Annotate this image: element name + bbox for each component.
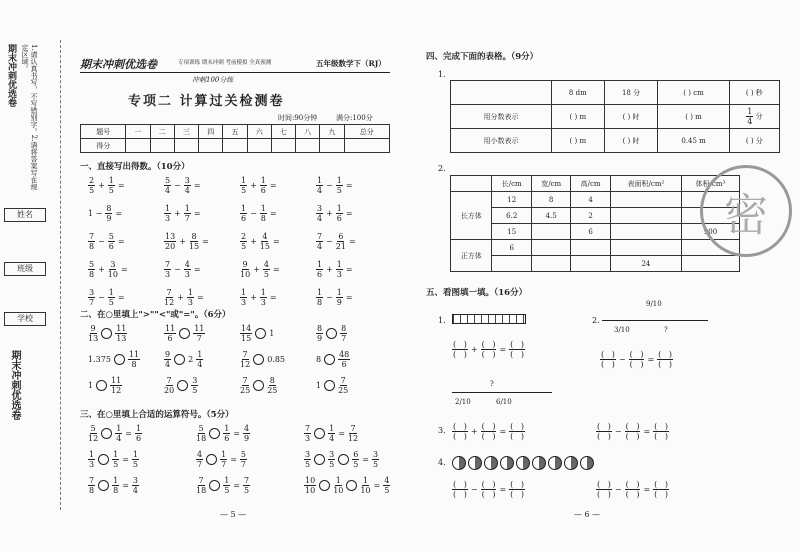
q5-n2: 2. [592,316,600,325]
q1-item: $\frac{7}{8}$ − $\frac{5}{6}$ = [89,232,125,251]
pie-icon [548,456,562,470]
score-head-cell: 七 [271,125,295,139]
cell: 4.5 [531,208,570,224]
unit-cell: ( ) 时 [604,105,658,129]
unit-cell: ( ) cm [658,81,729,105]
score-head-cell: 二 [150,125,174,139]
unit-cell: 18 分 [604,81,658,105]
pie-icon [532,456,546,470]
strip-notes: 1.请认真书写，不写错别字。2.请将答案写在规定区域。 [21,44,38,191]
solid-head-cell: 宽/cm [531,176,570,192]
cell: 900 [682,224,740,240]
cell: 24 [610,256,681,272]
q1-item: $\frac{1}{3}$ + $\frac{1}{7}$ = [165,204,201,223]
q4-n2: 2. [438,164,446,173]
q5-4-answer-b: $\frac{( )}{( )}$ − $\frac{( )}{( )}$ = $\frac{( )}{( )}$ [597,480,669,499]
page-number-left: — 5 — [220,510,247,519]
score-head-cell: 三 [174,125,198,139]
q2-item: 1 $\frac{11}{12}$ [88,376,122,395]
pie-figures [452,456,596,472]
q1-item: $\frac{5}{8}$ + $\frac{3}{10}$ = [89,260,128,279]
label-9-10: 9/10 [646,300,662,308]
score-head-cell: 一 [126,125,150,139]
q3-item: $\frac{3}{5}$ $\frac{3}{5}$ $\frac{6}{5}$ = $\frac{3}{5}$ [305,450,379,469]
cell [682,256,740,272]
cell [610,208,681,224]
cell [571,256,610,272]
q1-item: $\frac{7}{4}$ − $\frac{6}{21}$ = [317,232,356,251]
solid-head-cell: 表面积/cm² [610,176,681,192]
cell [531,240,570,256]
label-6-10: 6/10 [496,398,512,406]
q2-item: $\frac{7}{20}$ $\frac{3}{5}$ [164,376,198,395]
q2-item: 1 $\frac{7}{25}$ [316,376,349,395]
score-head-cell: 五 [223,125,247,139]
unit-cell: ( ) 秒 [729,81,779,105]
cell [571,240,610,256]
header-sub: 冲刺100分练 [192,76,234,84]
unit-cell: ( ) m [658,105,729,129]
q3-item: $\frac{4}{7}$ $\frac{1}{7}$ = $\frac{5}{7}$ [197,450,246,469]
unit-cell: 0.45 m [658,129,729,153]
strip-brand: 期末冲刺优选卷 [9,350,20,420]
score-head-cell: 六 [247,125,271,139]
class-label: 班级 [4,262,46,276]
cell: 2 [571,208,610,224]
q5-1-answer: $\frac{( )}{( )}$ + $\frac{( )}{( )}$ = $\frac{( )}{( )}$ [453,340,525,359]
unit-cell: ( ) 分 [729,129,779,153]
unit-table [450,80,780,153]
cell: 6 [492,240,531,256]
solid-table [450,175,740,272]
q1-item: $\frac{2}{5}$ + $\frac{1}{5}$ = [89,176,125,195]
q2-item: $\frac{14}{15}$ 1 [241,324,275,343]
q5-3-answer: $\frac{( )}{( )}$ + $\frac{( )}{( )}$ = $\frac{( )}{( )}$ [453,422,525,441]
q5-3-answer-b: $\frac{( )}{( )}$ − $\frac{( )}{( )}$ = $\frac{( )}{( )}$ [597,422,669,441]
score-head-cell: 题号 [81,125,126,139]
q5-n4: 4. [438,458,446,467]
grade-label: 五年级数学下（RJ） [316,59,386,68]
binding-strip [0,40,54,510]
q2-item: $\frac{9}{4}$ 2 $\frac{1}{4}$ [165,350,203,369]
q1-item: $\frac{1}{6}$ − $\frac{1}{8}$ = [241,204,277,223]
score-cell [271,139,295,153]
q3-title: 三、在○里填上合适的运算符号。（5分） [80,410,234,420]
unit-cell: 用分数表示 [451,105,552,129]
q1-item: $\frac{1}{8}$ − $\frac{1}{9}$ = [317,288,353,307]
score-cell [344,139,389,153]
pie-icon [564,456,578,470]
unit-cell: 用小数表示 [451,129,552,153]
cell: 6 [571,224,610,240]
q1-item: $\frac{1}{3}$ + $\frac{1}{3}$ = [241,288,277,307]
q2-item: 1.375 $\frac{11}{8}$ [88,350,140,369]
score-cell [320,139,344,153]
q1-item: $\frac{3}{4}$ + $\frac{1}{6}$ = [317,204,353,223]
pie-icon [500,456,514,470]
q2-item: 8 $\frac{48}{6}$ [316,350,350,369]
score-head-cell: 总分 [344,125,389,139]
q1-item: $\frac{1}{4}$ − $\frac{1}{5}$ = [317,176,353,195]
q2-item: $\frac{7}{12}$ 0.85 [240,350,285,369]
pie-icon [516,456,530,470]
score-head-cell: 九 [320,125,344,139]
brand-tagline: 专项训练 期末冲刺 考前模拟 全真预测 [178,60,272,66]
cell: 15 [492,224,531,240]
q5-4-answer: $\frac{( )}{( )}$ − $\frac{( )}{( )}$ = $\frac{( )}{( )}$ [453,480,525,499]
cell: 6.2 [492,208,531,224]
score-cell [174,139,198,153]
cell [531,256,570,272]
solid-head-cell [451,176,492,192]
cell: 12 [492,192,531,208]
q1-item: $\frac{7}{12}$ + $\frac{1}{3}$ = [164,288,204,307]
unit-cell: $\frac{1}{4}$ 分 [729,105,779,129]
cell [531,224,570,240]
q1-item: 1 − $\frac{8}{9}$ = [88,204,123,223]
page-number-right: — 6 — [574,510,601,519]
unit-cell: 8 dm [551,81,604,105]
q2-item: $\frac{8}{9}$ $\frac{8}{7}$ [317,324,347,343]
cell [610,224,681,240]
label-3-10: 3/10 [614,326,630,334]
q3-item: $\frac{5}{12}$ $\frac{1}{4}$ = $\frac{1}{6}$ [88,424,142,443]
strip-title: 期末冲刺优选卷 [6,44,16,107]
full-score: 满分:100分 [336,114,373,122]
school-label: 学校 [4,312,46,326]
pie-icon [452,456,466,470]
pie-icon [580,456,594,470]
q3-item: $\frac{7}{3}$ $\frac{1}{4}$ = $\frac{7}{12}$ [305,424,359,443]
cell [492,256,531,272]
q3-item: $\frac{10}{10}$ $\frac{1}{10}$ $\frac{1}{10}$ = $\frac{4}{5}$ [305,476,390,495]
q5-n1: 1. [438,316,446,325]
solid-head-cell: 长/cm [492,176,531,192]
q5-title: 五、看图填一填。（16分） [426,288,528,298]
solid-head-cell: 高/cm [571,176,610,192]
header-rule [80,72,390,73]
unit-cell: ( ) m [551,129,604,153]
number-line-3 [452,392,552,393]
solid-head-cell: 体积/cm³ [682,176,740,192]
cell [610,192,681,208]
cell [610,240,681,256]
number-line-2 [602,320,708,321]
q3-item: $\frac{1}{3}$ $\frac{1}{5}$ = $\frac{1}{5}$ [89,450,138,469]
score-cell [223,139,247,153]
cuboid-label: 长方体 [451,192,492,240]
q4-n1: 1. [438,70,446,79]
q2-item: $\frac{11}{6}$ $\frac{11}{7}$ [165,324,205,343]
score-cell [247,139,271,153]
q3-item: $\frac{5}{18}$ $\frac{1}{6}$ = $\frac{4}{9}$ [196,424,250,443]
brand-logo: 期末冲刺优选卷 [80,58,157,71]
q2-title: 二、在○里填上">""<"或"="。（6分） [80,310,231,320]
label-2-10: 2/10 [455,398,471,406]
name-label: 姓名 [4,208,46,222]
q1-item: $\frac{3}{7}$ − $\frac{1}{5}$ = [89,288,125,307]
score-cell: 得分 [81,139,126,153]
cell: 8 [531,192,570,208]
score-cell [150,139,174,153]
q1-item: $\frac{7}{3}$ − $\frac{4}{3}$ = [165,260,201,279]
score-head-cell: 四 [199,125,223,139]
q1-item: $\frac{5}{4}$ − $\frac{3}{4}$ = [165,176,201,195]
label-q-2: ? [664,326,668,334]
q5-n3: 3. [438,426,446,435]
q1-title: 一、直接写出得数。（10分） [80,162,190,172]
label-q-3: ? [490,380,494,388]
q2-item: $\frac{9}{13}$ $\frac{11}{13}$ [88,324,127,343]
q1-item: $\frac{1}{6}$ + $\frac{1}{3}$ = [317,260,353,279]
score-cell [199,139,223,153]
q4-title: 四、完成下面的表格。（9分） [426,52,539,62]
score-head-cell: 八 [296,125,320,139]
score-cell [296,139,320,153]
page-title: 专项二 计算过关检测卷 [128,94,285,109]
q3-item: $\frac{7}{8}$ $\frac{1}{8}$ = $\frac{3}{4}$ [89,476,138,495]
unit-cell: ( ) m [551,105,604,129]
cube-label: 正方体 [451,240,492,272]
q1-item: $\frac{13}{20}$ + $\frac{8}{15}$ = [165,232,209,251]
bar-figure-1 [452,314,526,324]
score-cell [126,139,150,153]
pie-icon [468,456,482,470]
q3-item: $\frac{7}{18}$ $\frac{1}{5}$ = $\frac{7}{5}$ [196,476,250,495]
q1-item: $\frac{9}{10}$ + $\frac{4}{5}$ = [240,260,280,279]
unit-cell: ( ) 时 [604,129,658,153]
cut-line [60,40,61,510]
q5-2-answer: $\frac{( )}{( )}$ − $\frac{( )}{( )}$ = $\frac{( )}{( )}$ [601,350,673,369]
cell: 4 [571,192,610,208]
q2-item: $\frac{7}{25}$ $\frac{8}{25}$ [240,376,278,395]
q1-item: $\frac{2}{5}$ + $\frac{4}{15}$ = [241,232,280,251]
unit-cell [451,81,552,105]
pie-icon [484,456,498,470]
secret-seal: 密 [700,165,792,257]
q1-item: $\frac{1}{5}$ + $\frac{1}{6}$ = [241,176,277,195]
score-table [80,124,390,153]
time-limit: 时间:90分钟 [278,114,318,122]
